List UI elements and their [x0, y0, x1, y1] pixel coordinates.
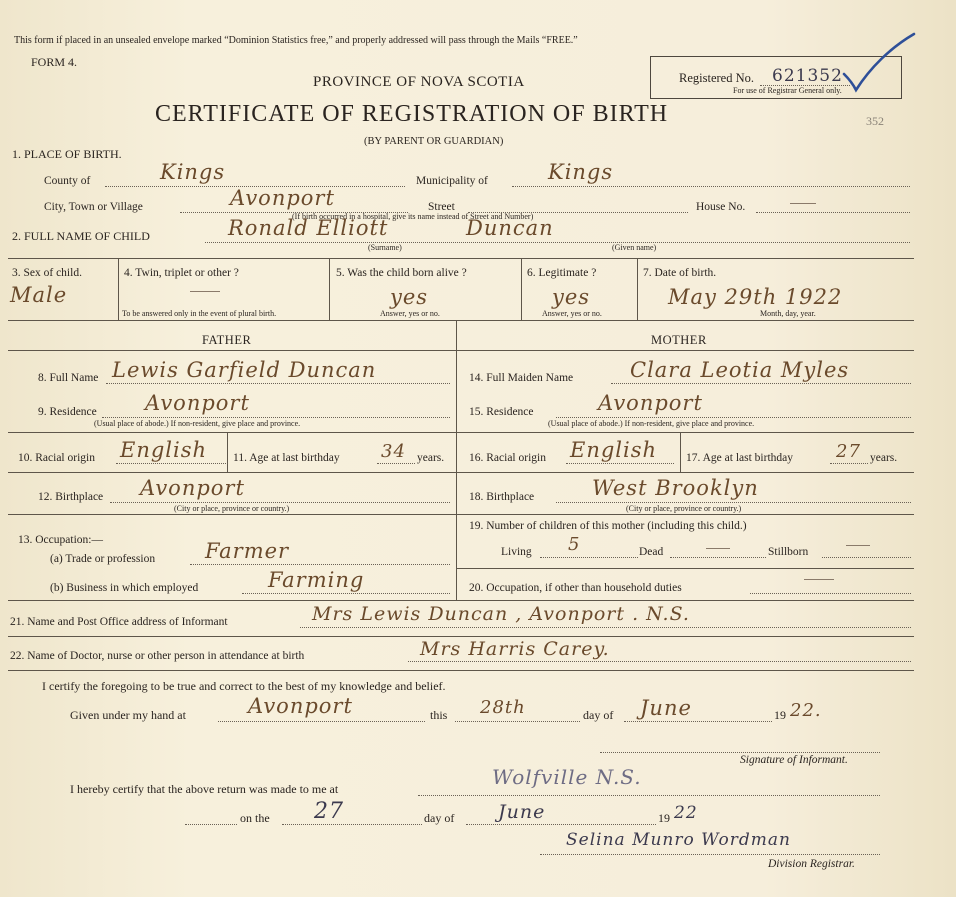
reg-day-value: 27 — [314, 799, 344, 824]
born-alive-value: yes — [390, 285, 429, 309]
father-birthplace-label: 12. Birthplace — [38, 491, 104, 503]
mother-residence-value: Avonport — [598, 391, 703, 415]
registered-no-value: 621352 — [772, 66, 843, 86]
registrar-place-value: Wolfville N.S. — [492, 765, 642, 789]
mother-birthplace-value: West Brooklyn — [592, 476, 759, 500]
city-value: Avonport — [230, 186, 335, 210]
doctor-line — [408, 661, 911, 662]
stillborn-dash — [846, 545, 870, 546]
mother-heading: MOTHER — [651, 333, 707, 347]
certificate-subtitle: (BY PARENT OR GUARDIAN) — [364, 136, 504, 147]
certificate-title: CERTIFICATE OF REGISTRATION OF BIRTH — [155, 101, 669, 127]
informant-value: Mrs Lewis Duncan , Avonport . N.S. — [312, 603, 690, 625]
father-age-label: 11. Age at last birthday — [233, 452, 340, 464]
on-the-label: on the — [240, 811, 270, 825]
given-month-line — [624, 721, 772, 722]
county-value: Kings — [160, 160, 226, 184]
born-alive-label: 5. Was the child born alive ? — [336, 267, 467, 279]
father-name-line — [106, 383, 450, 384]
mother-years-label: years. — [870, 452, 898, 464]
mother-residence-label: 15. Residence — [469, 406, 534, 418]
mother-occupation-label: 20. Occupation, if other than household duties — [469, 582, 682, 594]
form-number: FORM 4. — [31, 55, 78, 69]
mother-age-value: 27 — [836, 441, 861, 462]
reg-month-value: June — [498, 801, 546, 823]
given-year-prefix: 19 — [774, 708, 786, 722]
mother-birthplace-label: 18. Birthplace — [469, 491, 535, 503]
father-name-value: Lewis Garfield Duncan — [112, 358, 377, 382]
divider-col-4 — [637, 258, 638, 320]
trade-value: Farmer — [205, 539, 290, 563]
certify-statement: I certify the foregoing to be true and correct to the best of my knowledge and belief. — [42, 679, 446, 693]
father-racial-value: English — [120, 438, 208, 462]
father-birthplace-note: (City or place, province or country.) — [174, 504, 290, 513]
divider-col-3 — [521, 258, 522, 320]
twin-dash — [190, 291, 220, 292]
mother-racial-value: English — [570, 438, 658, 462]
child-name-label: 2. FULL NAME OF CHILD — [12, 229, 150, 243]
father-birthplace-line — [110, 502, 450, 503]
divider-birthplace — [8, 514, 914, 515]
business-label: (b) Business in which employed — [50, 582, 199, 594]
doctor-label: 22. Name of Doctor, nurse or other person in attendance at birth — [10, 650, 305, 662]
surname-caption: (Surname) — [368, 243, 402, 252]
place-of-birth-label: 1. PLACE OF BIRTH. — [12, 147, 122, 161]
given-under-hand-label: Given under my hand at — [70, 708, 186, 722]
divider-parents-heading — [8, 350, 914, 351]
on-the-leading-line — [185, 824, 237, 825]
trade-line — [190, 564, 450, 565]
reg-year-prefix: 19 — [658, 811, 670, 825]
municipality-value: Kings — [548, 160, 614, 184]
date-of-birth-label: 7. Date of birth. — [643, 267, 717, 279]
dead-dash — [706, 548, 730, 549]
informant-signature-caption: Signature of Informant. — [740, 754, 848, 766]
living-label: Living — [501, 546, 532, 558]
divider-children — [456, 568, 914, 569]
doctor-value: Mrs Harris Carey. — [420, 638, 610, 660]
stamp-number: 352 — [866, 114, 884, 128]
divider-col-2 — [329, 258, 330, 320]
given-place-line — [218, 721, 425, 722]
mother-occupation-line — [750, 593, 911, 594]
legitimate-note: Answer, yes or no. — [542, 309, 602, 318]
father-heading: FATHER — [202, 333, 252, 347]
registrar-place-line — [418, 795, 880, 796]
twin-note: To be answered only in the event of plural birth. — [122, 309, 277, 318]
sex-label: 3. Sex of child. — [12, 267, 82, 279]
house-no-label: House No. — [696, 201, 746, 213]
date-of-birth-note: Month, day, year. — [760, 309, 816, 318]
divider-parents — [456, 320, 457, 600]
municipality-label: Municipality of — [416, 175, 488, 187]
father-residence-value: Avonport — [145, 391, 250, 415]
given-day-line — [455, 721, 580, 722]
mother-racial-label: 16. Racial origin — [469, 452, 546, 464]
informant-line — [300, 627, 911, 628]
mail-notice: This form if placed in an unsealed envelope marked “Dominion Statistics free,” and properly addressed will pass through the Mails “FREE.” — [14, 35, 578, 46]
reg-day-of-label: day of — [424, 811, 455, 825]
legitimate-label: 6. Legitimate ? — [527, 267, 597, 279]
city-label: City, Town or Village — [44, 201, 143, 213]
child-name-line — [205, 242, 910, 243]
mother-birthplace-note: (City or place, province or country.) — [626, 504, 742, 513]
mother-birthplace-line — [556, 502, 911, 503]
divider-parents-bottom — [8, 600, 914, 601]
mother-residence-note: (Usual place of abode.) If non-resident, give place and province. — [548, 419, 755, 428]
divider-col-1 — [118, 258, 119, 320]
given-month-value: June — [640, 696, 692, 720]
business-value: Farming — [268, 568, 365, 592]
child-surname: Duncan — [466, 216, 554, 240]
living-line — [540, 557, 638, 558]
street-note: (If birth occurred in a hospital, give its name instead of Street and Number) — [292, 212, 534, 221]
father-birthplace-value: Avonport — [140, 476, 245, 500]
mother-name-line — [611, 383, 911, 384]
father-residence-label: 9. Residence — [38, 406, 97, 418]
sex-value: Male — [10, 283, 68, 307]
reg-month-line — [466, 824, 656, 825]
divider-row3-top — [8, 258, 914, 259]
stillborn-line — [822, 557, 911, 558]
father-residence-note: (Usual place of abode.) If non-resident, give place and province. — [94, 419, 301, 428]
registrar-signature: Selina Munro Wordman — [566, 830, 791, 850]
reg-day-line — [282, 824, 422, 825]
house-no-dash — [790, 203, 816, 204]
father-racial-label: 10. Racial origin — [18, 452, 95, 464]
mother-occupation-dash — [804, 579, 834, 580]
registrar-caption: Division Registrar. — [768, 858, 855, 870]
mother-residence-line — [556, 417, 911, 418]
municipality-line — [512, 186, 910, 187]
dead-label: Dead — [639, 546, 664, 558]
father-name-label: 8. Full Name — [38, 372, 99, 384]
registrar-statement: I hereby certify that the above return was made to me at — [70, 782, 339, 796]
divider-mother-age — [680, 432, 681, 472]
living-value: 5 — [568, 534, 581, 555]
reg-year-value: 22 — [674, 803, 698, 823]
born-alive-note: Answer, yes or no. — [380, 309, 440, 318]
date-of-birth-value: May 29th 1922 — [668, 285, 843, 309]
given-year-value: 22. — [790, 700, 822, 721]
twin-label: 4. Twin, triplet or other ? — [124, 267, 239, 279]
divider-row3-bottom — [8, 320, 914, 321]
child-given-name: Ronald Elliott — [228, 216, 389, 240]
stillborn-label: Stillborn — [768, 546, 809, 558]
children-count-label: 19. Number of children of this mother (including this child.) — [469, 520, 747, 532]
divider-father-age — [227, 432, 228, 472]
business-line — [242, 593, 450, 594]
father-age-value: 34 — [381, 441, 406, 462]
dead-line — [670, 557, 766, 558]
street-label: Street — [428, 201, 455, 213]
divider-racial — [8, 472, 914, 473]
divider-doctor — [8, 670, 914, 671]
given-place-value: Avonport — [248, 694, 353, 718]
mother-name-value: Clara Leotia Myles — [630, 358, 850, 382]
registrar-signature-line — [540, 854, 880, 855]
father-occupation-label: 13. Occupation:— — [18, 534, 103, 546]
given-name-caption: (Given name) — [612, 243, 657, 252]
registered-no-label: Registered No. — [679, 71, 754, 85]
given-day-value: 28th — [480, 697, 526, 718]
province-heading: PROVINCE OF NOVA SCOTIA — [313, 74, 525, 90]
mother-racial-line — [566, 463, 674, 464]
informant-label: 21. Name and Post Office address of Informant — [10, 616, 228, 628]
father-years-label: years. — [417, 452, 445, 464]
mother-name-label: 14. Full Maiden Name — [469, 372, 574, 384]
this-label: this — [430, 708, 448, 722]
house-no-line — [756, 212, 910, 213]
registrar-use-note: For use of Registrar General only. — [733, 86, 842, 95]
trade-label: (a) Trade or profession — [50, 553, 156, 565]
mother-age-label: 17. Age at last birthday — [686, 452, 793, 464]
county-label: County of — [44, 175, 91, 187]
legitimate-value: yes — [552, 285, 591, 309]
check-mark-icon — [840, 28, 920, 98]
father-racial-line — [116, 463, 226, 464]
divider-residence — [8, 432, 914, 433]
day-of-label: day of — [583, 708, 614, 722]
father-residence-line — [102, 417, 450, 418]
